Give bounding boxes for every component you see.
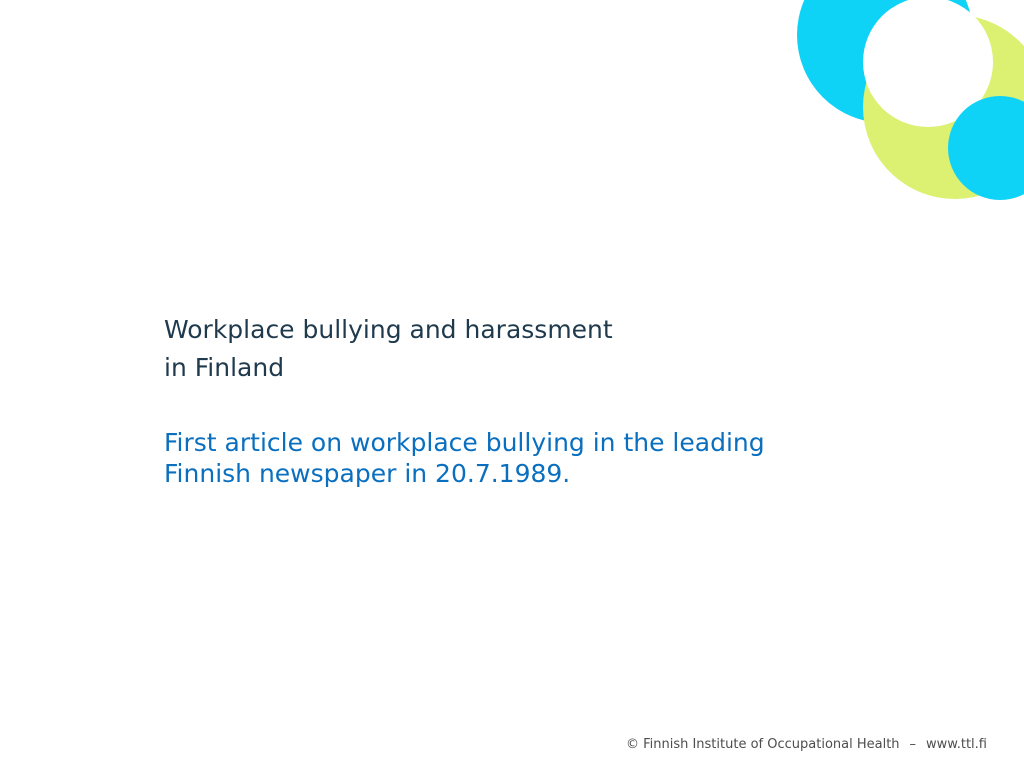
slide-subtitle-line-2: Finnish newspaper in 20.7.1989.	[164, 459, 571, 488]
slide-title-line-1: Workplace bullying and harassment	[164, 315, 613, 344]
footer-copyright: © Finnish Institute of Occupational Health	[625, 737, 900, 752]
footer	[626, 736, 987, 754]
slide-subtitle-line-1: First article on workplace bullying in the leading	[164, 428, 765, 457]
slide-title-line-2: in Finland	[164, 353, 285, 382]
footer-website: www.ttl.fi	[926, 737, 987, 752]
footer-separator: –	[909, 737, 917, 752]
